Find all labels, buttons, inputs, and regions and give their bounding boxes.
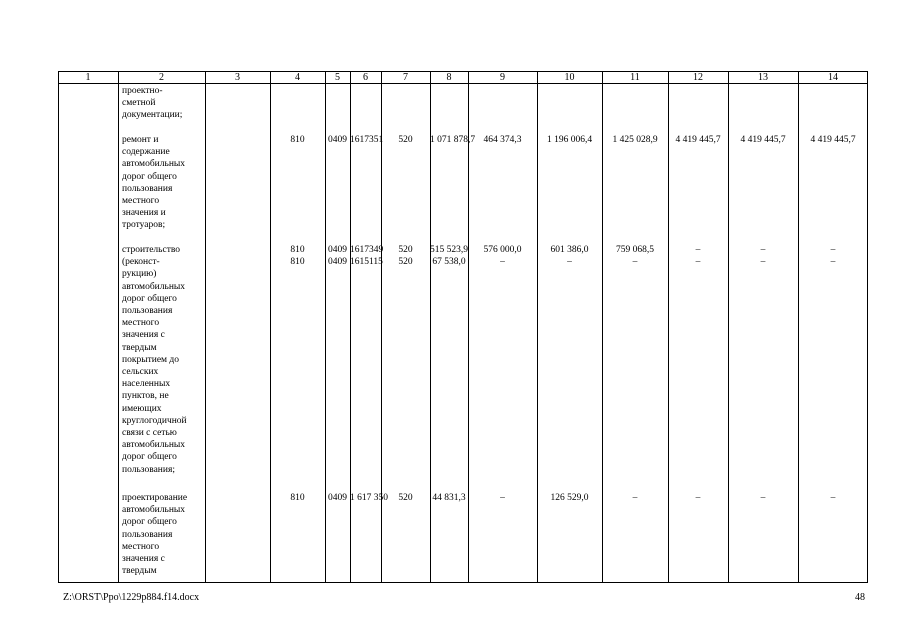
column-header: 14 <box>828 72 838 83</box>
table-cell: – <box>830 245 836 255</box>
table-cell: – <box>695 257 701 268</box>
table-cell: 810 <box>290 245 305 255</box>
column-divider <box>118 72 119 582</box>
table-cell: 0409 <box>328 245 347 255</box>
column-divider <box>325 72 326 582</box>
table-cell: 67 538,0 <box>432 257 466 268</box>
column-header: 8 <box>446 72 452 83</box>
table-cell: 44 831,3 <box>432 493 466 503</box>
table-cell: 759 068,5 <box>616 245 654 255</box>
table-cell: 464 374,3 <box>483 135 522 145</box>
table-cell: 520 <box>398 245 413 255</box>
table-cell: 0409 <box>328 257 347 268</box>
table-cell: 810 <box>290 493 305 503</box>
column-header: 4 <box>295 72 300 83</box>
row-description: ремонт и содержание автомобильных дорог общего пользования местного значения и тротуаров; <box>122 135 186 231</box>
column-header: 9 <box>500 72 505 83</box>
column-header: 11 <box>630 72 640 83</box>
table-cell: 601 386,0 <box>550 245 589 255</box>
table-cell: 520 <box>398 135 413 145</box>
column-divider <box>728 72 729 582</box>
table-cell: – <box>500 493 505 503</box>
table-cell: – <box>695 493 701 503</box>
table-cell: 1615115 <box>350 257 383 268</box>
column-header: 7 <box>403 72 408 83</box>
table-cell: 0409 <box>328 493 347 503</box>
table-cell: – <box>760 257 766 268</box>
column-header: 2 <box>159 72 164 83</box>
column-divider <box>602 72 603 582</box>
table-cell: 126 529,0 <box>550 493 589 503</box>
table-cell: 515 523,9 <box>430 245 468 255</box>
budget-table <box>58 71 868 583</box>
table-cell: – <box>760 245 766 255</box>
table-cell: 0409 <box>328 135 347 145</box>
column-header: 12 <box>693 72 703 83</box>
column-header: 10 <box>564 72 575 83</box>
table-cell: 1 071 878,7 <box>430 135 476 145</box>
row-description: проектно- сметной документации; <box>122 86 183 121</box>
table-cell: 4 419 445,7 <box>740 135 786 145</box>
table-cell: – <box>760 493 766 503</box>
table-cell: – <box>567 257 572 268</box>
column-header: 6 <box>363 72 368 83</box>
column-divider <box>58 72 59 582</box>
table-cell: 4 419 445,7 <box>675 135 721 145</box>
column-divider <box>668 72 669 582</box>
table-cell: – <box>632 493 638 503</box>
column-divider <box>270 72 271 582</box>
footer-file-path: Z:\ORST\Ppo\1229p884.f14.docx <box>63 592 200 603</box>
table-cell: 4 419 445,7 <box>810 135 856 145</box>
table-cell: 1 425 028,9 <box>612 135 658 145</box>
table-cell: 576 000,0 <box>483 245 522 255</box>
footer-page-number: 48 <box>855 592 865 603</box>
table-cell: – <box>632 257 638 268</box>
table-cell: – <box>830 493 836 503</box>
column-divider <box>430 72 431 582</box>
column-header: 3 <box>235 72 240 83</box>
column-header: 5 <box>335 72 340 83</box>
table-cell: 520 <box>398 493 413 503</box>
column-divider <box>798 72 799 582</box>
table-cell: 810 <box>290 257 305 268</box>
row-description: строительство (реконст- рукцию) автомобильных дорог общего пользования местного значения с твердым покрытием до сельских населенных пунктов, не имеющих круглогодичной связи с сетью автомобильных дорог общего пользования; <box>122 245 187 475</box>
table-cell: 520 <box>398 257 413 268</box>
table-cell: 810 <box>290 135 305 145</box>
column-divider <box>468 72 469 582</box>
column-header: 1 <box>85 72 91 83</box>
table-cell: – <box>500 257 505 268</box>
table-cell: – <box>830 257 836 268</box>
column-divider <box>350 72 351 582</box>
column-divider <box>381 72 382 582</box>
column-divider <box>537 72 538 582</box>
table-cell: 1 196 006,4 <box>546 135 593 145</box>
table-cell: – <box>695 245 701 255</box>
row-description: проектирование автомобильных дорог общего пользования местного значения с твердым <box>122 493 188 577</box>
table-cell: 1 617 350 <box>350 493 388 503</box>
column-divider <box>867 72 868 582</box>
table-cell: 1617351 <box>350 135 384 145</box>
header-divider <box>58 83 868 84</box>
column-header: 13 <box>758 72 768 83</box>
table-cell: 1617349 <box>350 245 384 255</box>
